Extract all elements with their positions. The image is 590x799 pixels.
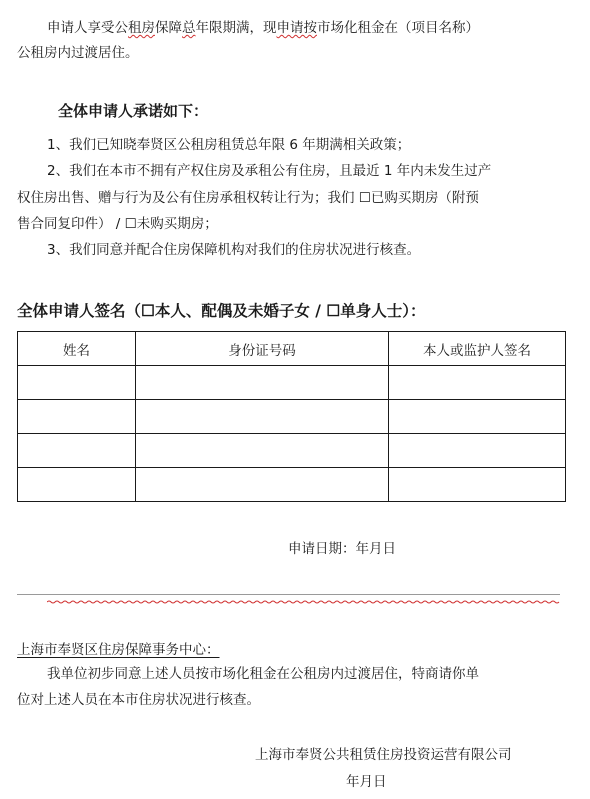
signature-cell[interactable] (389, 366, 566, 400)
intro-text-c: 保障 (155, 20, 182, 36)
pledge-item-3: 3、我们同意并配合住房保障机构对我们的住房状况进行核查。 (47, 242, 421, 258)
id-number-cell[interactable] (136, 366, 389, 400)
intro-text-a: 申请人享受公 (47, 20, 128, 36)
spellcheck-wave (47, 600, 560, 604)
table-header-row (18, 332, 566, 366)
intro-text-b: 租房 (128, 20, 155, 36)
column-header-name: 姓名 (18, 332, 136, 366)
table-row (18, 400, 566, 434)
approval-date: 年月日 (346, 774, 387, 790)
pledge-heading: 全体申请人承诺如下： (58, 102, 209, 120)
signature-heading: 全体申请人签名（☐本人、配偶及未婚子女 / ☐单身人士）： (17, 301, 426, 320)
intro-text-g: 市场化租金在（项目名称） (317, 20, 479, 36)
signature-cell[interactable] (389, 400, 566, 434)
intro-text-e: 年限期满，现 (195, 20, 277, 36)
signature-cell[interactable] (389, 434, 566, 468)
approval-body-line-2: 位对上述人员在本市住房状况进行核查。 (17, 692, 260, 708)
application-date: 申请日期：年月日 (288, 541, 396, 557)
intro-line-2: 公租房内过渡居住。 (17, 45, 139, 61)
signature-table (17, 331, 566, 502)
pledge-item-2-line-1: 2、我们在本市不拥有产权住房及承租公有住房，且最近 1 年内未发生过产 (47, 163, 492, 179)
approval-organization: 上海市奉贤公共租赁住房投资运营有限公司 (255, 747, 512, 763)
table-row (18, 366, 566, 400)
pledge-item-1: 1、我们已知晓奉贤区公租房租赁总年限 6 年期满相关政策； (47, 137, 411, 153)
name-cell[interactable] (18, 468, 136, 502)
approval-body-line-1: 我单位初步同意上述人员按市场化租金在公租房内过渡居住，特商请你单 (47, 666, 479, 682)
intro-text-d: 总 (182, 20, 196, 36)
intro-line-1 (47, 16, 479, 41)
table-row (18, 434, 566, 468)
intro-text-f: 申请按 (276, 20, 317, 36)
signature-cell[interactable] (389, 468, 566, 502)
id-number-cell[interactable] (136, 468, 389, 502)
column-header-signature: 本人或监护人签名 (389, 332, 566, 366)
name-cell[interactable] (18, 366, 136, 400)
section-divider (17, 594, 560, 595)
name-cell[interactable] (18, 434, 136, 468)
table-row (18, 468, 566, 502)
pledge-item-2-line-2: 权住房出售、赠与行为及公有住房承租权转让行为；我们 ☐已购买期房（附预 (17, 190, 479, 206)
pledge-item-2-line-3: 售合同复印件） / ☐未购买期房； (17, 216, 218, 232)
approval-recipient: 上海市奉贤区住房保障事务中心： (17, 642, 220, 658)
id-number-cell[interactable] (136, 434, 389, 468)
name-cell[interactable] (18, 400, 136, 434)
column-header-id-number: 身份证号码 (136, 332, 389, 366)
id-number-cell[interactable] (136, 400, 389, 434)
